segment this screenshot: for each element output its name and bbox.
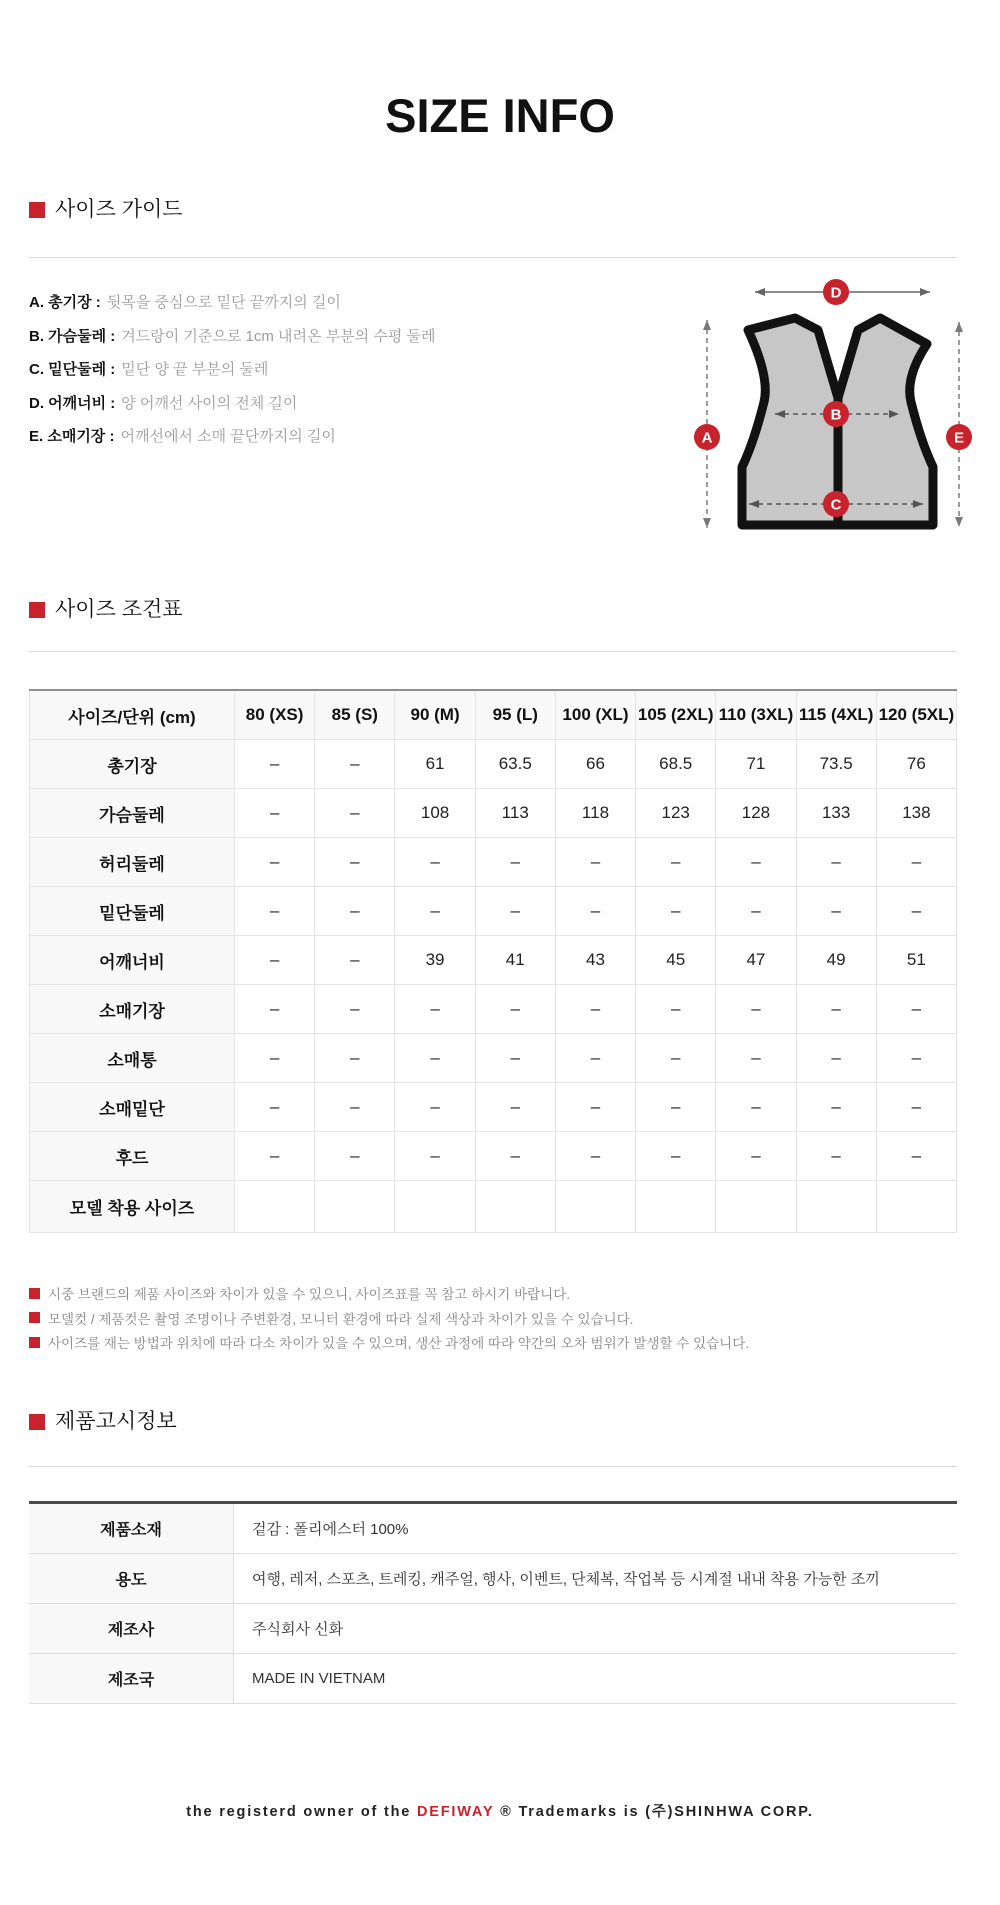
table-row	[30, 1034, 957, 1083]
size-table-cell: –	[235, 887, 315, 936]
size-table-cell: –	[235, 789, 315, 838]
marker-a-badge	[694, 424, 720, 450]
size-table-cell: –	[235, 985, 315, 1034]
table-row	[30, 838, 957, 887]
size-table-cell	[876, 1181, 956, 1233]
size-table-cell: –	[636, 1034, 716, 1083]
size-table-cell: 43	[555, 936, 635, 985]
table-row	[30, 1132, 957, 1181]
size-table-cell	[555, 1181, 635, 1233]
footer-trademark-line	[0, 1800, 1000, 1821]
size-table-cell: 47	[716, 936, 796, 985]
size-table-cell: –	[475, 887, 555, 936]
size-table-cell: –	[475, 985, 555, 1034]
size-table-cell: 51	[876, 936, 956, 985]
size-table-cell: –	[475, 1083, 555, 1132]
table-row	[30, 789, 957, 838]
size-table-cell	[716, 1181, 796, 1233]
vest-measurement-diagram	[690, 275, 975, 543]
size-table-cell: –	[716, 1132, 796, 1181]
size-table-cell: 108	[395, 789, 475, 838]
guide-item-label: C. 밑단둘레 :	[29, 361, 116, 379]
size-table-cell: –	[315, 936, 395, 985]
marker-a-label: A	[701, 429, 713, 447]
marker-e-label: E	[953, 429, 965, 447]
size-table-cell: –	[636, 1132, 716, 1181]
guide-item-desc: 뒷목을 중심으로 밑단 끝까지의 길이	[106, 294, 341, 312]
size-table-cell: 45	[636, 936, 716, 985]
note-item	[29, 1306, 749, 1331]
arrowhead-icon	[955, 517, 963, 527]
size-table-column-header: 95 (L)	[475, 690, 555, 740]
size-table-heading	[29, 597, 183, 623]
product-info-label: 제조국	[29, 1654, 234, 1704]
size-table-cell: 123	[636, 789, 716, 838]
note-item	[29, 1330, 749, 1355]
note-text: 모델컷 / 제품컷은 촬영 조명이나 주변환경, 모니터 환경에 따라 실제 색상과 차이가 있을 수 있습니다.	[48, 1311, 634, 1327]
size-table-cell: 73.5	[796, 740, 876, 789]
size-table-cell: –	[555, 1083, 635, 1132]
table-row	[29, 1503, 957, 1554]
size-table-cell: –	[235, 1083, 315, 1132]
size-table-cell: –	[315, 1034, 395, 1083]
size-table-column-header: 115 (4XL)	[796, 690, 876, 740]
note-text: 사이즈를 재는 방법과 위치에 따라 다소 차이가 있을 수 있으며, 생산 과정에 따라 약간의 오차 범위가 발생할 수 있습니다.	[48, 1336, 749, 1352]
note-item	[29, 1281, 749, 1306]
size-table-cell: –	[395, 838, 475, 887]
marker-e-badge	[946, 424, 972, 450]
size-table-cell: 113	[475, 789, 555, 838]
size-table-row-label: 소매통	[30, 1034, 235, 1083]
size-table-row-label: 가슴둘레	[30, 789, 235, 838]
size-table-cell: 133	[796, 789, 876, 838]
product-info-label: 제조사	[29, 1604, 234, 1654]
size-guide-item	[29, 352, 435, 386]
size-table-cell: –	[475, 1034, 555, 1083]
size-table-cell: –	[796, 1083, 876, 1132]
guide-item-desc: 겨드랑이 기준으로 1cm 내려온 부분의 수평 둘레	[121, 327, 436, 345]
table-row	[29, 1604, 957, 1654]
size-table-cell: –	[235, 1034, 315, 1083]
size-table-cell: –	[235, 740, 315, 789]
size-table-cell: –	[716, 985, 796, 1034]
divider	[29, 651, 957, 652]
size-table-cell	[235, 1181, 315, 1233]
size-table-cell: 66	[555, 740, 635, 789]
size-table-column-header: 105 (2XL)	[636, 690, 716, 740]
size-table-cell: –	[796, 1132, 876, 1181]
size-table-column-header: 90 (M)	[395, 690, 475, 740]
guide-item-label: D. 어깨너비 :	[29, 394, 116, 412]
product-info-table	[29, 1501, 957, 1704]
size-table-cell: –	[636, 1083, 716, 1132]
size-table-cell: –	[876, 985, 956, 1034]
product-info-value: 여행, 레저, 스포츠, 트레킹, 캐주얼, 행사, 이벤트, 단체복, 작업복 등 시계절 내내 착용 가능한 조끼	[234, 1554, 958, 1604]
size-table-cell: –	[315, 838, 395, 887]
footer-brand: DEFIWAY	[416, 1804, 495, 1820]
product-info-label: 용도	[29, 1554, 234, 1604]
size-table-cell	[636, 1181, 716, 1233]
size-table-cell: 76	[876, 740, 956, 789]
size-table-column-header: 100 (XL)	[555, 690, 635, 740]
size-table-cell: –	[876, 887, 956, 936]
size-table-row-label: 모델 착용 사이즈	[30, 1181, 235, 1233]
size-table-body	[30, 740, 957, 1233]
size-table-cell	[475, 1181, 555, 1233]
marker-b-badge	[823, 401, 849, 427]
size-table-cell: –	[395, 1083, 475, 1132]
arrowhead-icon	[703, 518, 711, 528]
red-square-bullet-icon	[29, 202, 45, 218]
size-table-cell: –	[876, 1132, 956, 1181]
table-row	[30, 936, 957, 985]
marker-c-label: C	[830, 496, 842, 514]
size-guide-item	[29, 319, 435, 353]
size-table-cell: –	[395, 985, 475, 1034]
product-info-label: 제품소재	[29, 1503, 234, 1554]
size-table-cell: –	[796, 838, 876, 887]
size-table-cell: 49	[796, 936, 876, 985]
red-square-bullet-icon	[29, 602, 45, 618]
marker-d-label: D	[830, 284, 842, 302]
size-table-column-header: 85 (S)	[315, 690, 395, 740]
size-guide-item	[29, 386, 435, 420]
size-table-cell: –	[636, 838, 716, 887]
size-table-cell: –	[315, 1083, 395, 1132]
size-table-cell	[395, 1181, 475, 1233]
size-table-cell: –	[555, 1132, 635, 1181]
size-table-cell: 71	[716, 740, 796, 789]
product-info-heading-label: 제품고시정보	[55, 1410, 177, 1433]
red-square-bullet-icon	[29, 1312, 40, 1323]
table-row	[30, 887, 957, 936]
size-table-cell: 138	[876, 789, 956, 838]
size-table-cell: –	[315, 985, 395, 1034]
guide-item-desc: 밑단 양 끝 부분의 둘레	[121, 361, 269, 379]
guide-item-label: A. 총기장 :	[29, 294, 101, 312]
marker-c-badge	[823, 491, 849, 517]
size-table-cell: –	[636, 985, 716, 1034]
divider	[29, 1466, 957, 1467]
size-table-row-label: 어깨너비	[30, 936, 235, 985]
size-table-cell: 63.5	[475, 740, 555, 789]
marker-d-badge	[823, 279, 849, 305]
guide-item-label: E. 소매기장 :	[29, 428, 115, 446]
size-table-column-header: 사이즈/단위 (cm)	[30, 690, 235, 740]
arrowhead-icon	[920, 288, 930, 296]
size-table-cell	[796, 1181, 876, 1233]
arrowhead-icon	[755, 288, 765, 296]
size-table-row-label: 후드	[30, 1132, 235, 1181]
marker-b-label: B	[830, 406, 842, 424]
guide-item-desc: 어깨선에서 소매 끝단까지의 길이	[120, 428, 336, 446]
page-title: SIZE INFO	[385, 89, 615, 142]
size-table-cell: –	[555, 985, 635, 1034]
size-table-cell: –	[636, 887, 716, 936]
size-table-cell: –	[876, 1083, 956, 1132]
size-table-column-header: 120 (5XL)	[876, 690, 956, 740]
size-table-cell: –	[716, 887, 796, 936]
size-guide-list	[29, 285, 435, 453]
size-table-cell: –	[395, 887, 475, 936]
size-table-cell: –	[716, 1034, 796, 1083]
footer-middle: ® Trademarks is	[500, 1804, 640, 1820]
size-table-cell: –	[796, 1034, 876, 1083]
size-notes	[29, 1281, 749, 1355]
size-guide-item	[29, 419, 435, 453]
size-table-cell: 118	[555, 789, 635, 838]
size-table-cell: –	[475, 1132, 555, 1181]
guide-item-desc: 양 어깨선 사이의 전체 길이	[121, 394, 298, 412]
size-table-cell: –	[395, 1034, 475, 1083]
size-table-cell: 41	[475, 936, 555, 985]
size-table-row-label: 총기장	[30, 740, 235, 789]
size-guide-item	[29, 285, 435, 319]
product-info-value: 겉감 : 폴리에스터 100%	[234, 1503, 958, 1554]
size-guide-heading-label: 사이즈 가이드	[55, 198, 183, 221]
note-text: 시중 브랜드의 제품 사이즈와 차이가 있을 수 있으니, 사이즈표를 꼭 참고 하시기 바랍니다.	[48, 1287, 570, 1303]
size-table-column-header: 80 (XS)	[235, 690, 315, 740]
product-info-value: 주식회사 신화	[234, 1604, 958, 1654]
size-table-cell: –	[716, 1083, 796, 1132]
table-row	[30, 740, 957, 789]
size-table-cell: –	[876, 1034, 956, 1083]
product-info-value: MADE IN VIETNAM	[234, 1654, 958, 1704]
table-row	[30, 1181, 957, 1233]
size-table-header	[30, 690, 957, 740]
table-row	[30, 985, 957, 1034]
size-table-cell: 39	[395, 936, 475, 985]
size-table-cell: –	[315, 1132, 395, 1181]
footer-prefix: the registerd owner of the	[186, 1804, 412, 1820]
size-table-column-header: 110 (3XL)	[716, 690, 796, 740]
red-square-bullet-icon	[29, 1288, 40, 1299]
size-table-cell: –	[475, 838, 555, 887]
size-table-row-label: 허리둘레	[30, 838, 235, 887]
red-square-bullet-icon	[29, 1337, 40, 1348]
divider	[29, 257, 957, 258]
size-table-cell: 68.5	[636, 740, 716, 789]
size-guide-heading	[29, 197, 183, 223]
arrowhead-icon	[703, 320, 711, 330]
size-table-cell: –	[395, 1132, 475, 1181]
product-info-table-body	[29, 1503, 957, 1704]
size-table-row-label: 소매기장	[30, 985, 235, 1034]
arrowhead-icon	[955, 322, 963, 332]
size-table-cell: –	[555, 838, 635, 887]
product-info-heading	[29, 1409, 177, 1435]
size-spec-table	[29, 689, 957, 1233]
size-table-cell: –	[315, 740, 395, 789]
size-table-cell: –	[796, 887, 876, 936]
size-table-cell: –	[796, 985, 876, 1034]
size-table-heading-label: 사이즈 조건표	[55, 598, 183, 621]
size-table-cell: –	[555, 1034, 635, 1083]
size-table-cell: –	[235, 838, 315, 887]
size-table-cell: –	[235, 1132, 315, 1181]
size-table-cell: –	[235, 936, 315, 985]
size-table-cell: –	[716, 838, 796, 887]
size-table-cell: –	[555, 887, 635, 936]
size-table-cell	[315, 1181, 395, 1233]
size-table-cell: –	[876, 838, 956, 887]
size-table-cell: –	[315, 789, 395, 838]
size-table-cell: –	[315, 887, 395, 936]
table-row	[30, 1083, 957, 1132]
table-row	[29, 1654, 957, 1704]
red-square-bullet-icon	[29, 1414, 45, 1430]
footer-company: (주)SHINHWA CORP.	[645, 1804, 814, 1820]
size-table-cell: 128	[716, 789, 796, 838]
size-table-row-label: 밑단둘레	[30, 887, 235, 936]
table-row	[29, 1554, 957, 1604]
size-table-cell: 61	[395, 740, 475, 789]
size-table-row-label: 소매밑단	[30, 1083, 235, 1132]
guide-item-label: B. 가슴둘레 :	[29, 327, 116, 345]
